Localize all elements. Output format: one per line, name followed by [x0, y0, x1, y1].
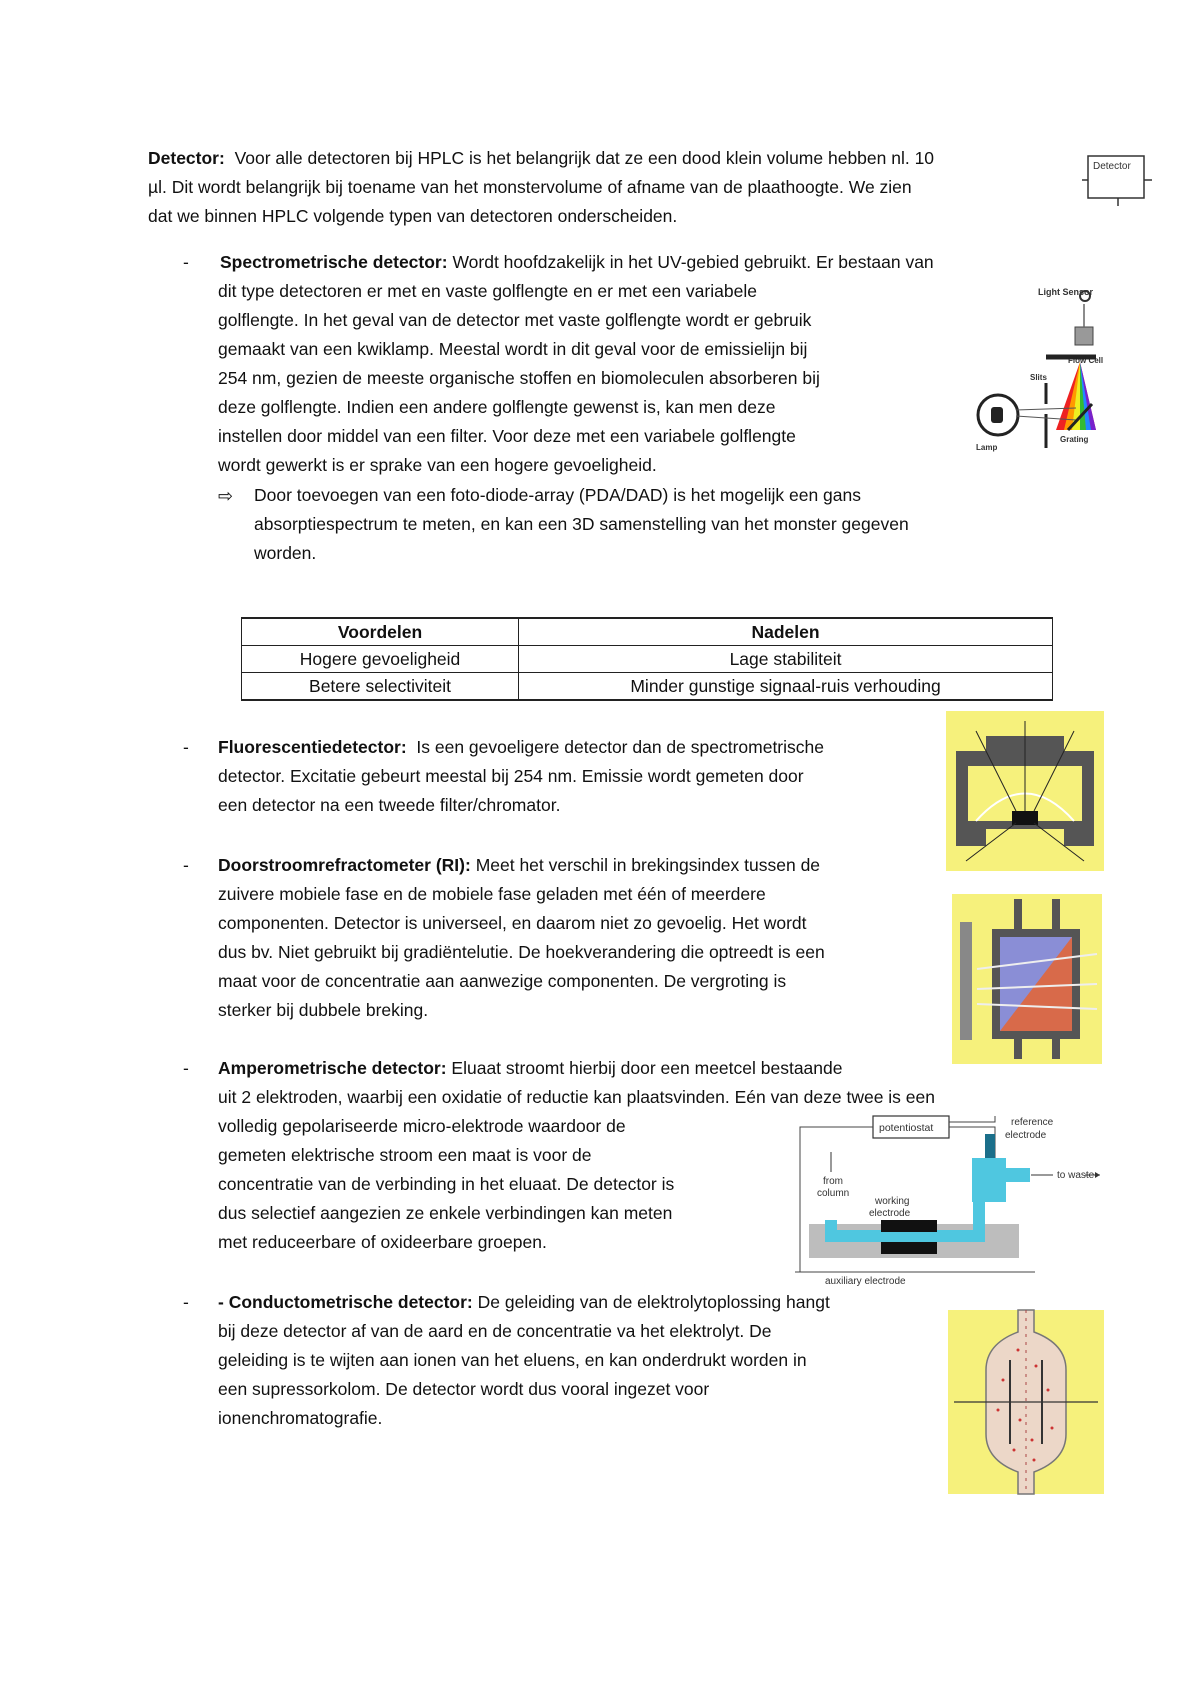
fig-slits-label: Slits	[1030, 373, 1047, 382]
intro-line-2: µl. Dit wordt belangrijk bij toename van het monstervolume of afname van de plaathoogte. We zien	[148, 177, 912, 197]
spectro-line-6: deze golflengte. Indien een andere golflengte gewenst is, kan men deze	[218, 397, 776, 417]
spectro-line-1	[220, 248, 934, 277]
fig-working-electrode-label: electrode	[869, 1208, 911, 1219]
bullet-dash: -	[183, 1058, 189, 1078]
conducto-line-2: bij deze detector af van de aard en de concentratie va het elektrolyt. De	[218, 1321, 772, 1341]
refractometer-figure	[952, 894, 1102, 1064]
ri-line-1	[218, 851, 820, 880]
fig-reference-label: reference	[1011, 1117, 1054, 1128]
ampero-line-1	[218, 1054, 843, 1083]
bullet-dash: -	[183, 855, 189, 875]
detector-heading: Detector:	[148, 148, 225, 168]
fluorescence-figure	[946, 711, 1104, 871]
bullet-dash: -	[183, 737, 189, 757]
spectrometer-figure	[968, 280, 1104, 458]
ri-heading: Doorstroomrefractometer (RI):	[218, 855, 471, 875]
ri-line-2: zuivere mobiele fase en de mobiele fase geladen met één of meerdere	[218, 884, 766, 904]
fig-grating-label: Grating	[1060, 435, 1089, 444]
spectro-arrow-line-3: worden.	[254, 543, 317, 563]
voordelen-nadelen-table	[241, 617, 1053, 701]
spectro-line-4: gemaakt van een kwiklamp. Meestal wordt in dit geval voor de emissielijn bij	[218, 339, 808, 359]
fig-to-waste-label: to waste	[1057, 1170, 1095, 1181]
table-cell: Hogere gevoeligheid	[242, 646, 519, 673]
fig-flow-cell-label: Flow Cell	[1068, 356, 1104, 365]
ampero-text-1: Eluaat stroomt hierbij door een meetcel bestaande	[451, 1058, 843, 1078]
spectro-text-1: Wordt hoofdzakelijk in het UV-gebied gebruikt. Er bestaan van	[452, 252, 934, 272]
ri-line-4: dus bv. Niet gebruikt bij gradiëntelutie. De hoekverandering die optreedt is een	[218, 942, 825, 962]
fluor-text-1: Is een gevoeligere detector dan de spectrometrische	[416, 737, 824, 757]
ampero-line-4: gemeten elektrische stroom een maat is voor de	[218, 1145, 592, 1165]
fig-lamp-label: Lamp	[976, 443, 998, 452]
fig-auxiliary-label: auxiliary electrode	[825, 1276, 906, 1287]
fig-from-label: from	[823, 1176, 843, 1187]
table-row	[242, 646, 1053, 673]
ampero-line-7: met reduceerbare of oxideerbare groepen.	[218, 1232, 547, 1252]
intro-text-1: Voor alle detectoren bij HPLC is het belangrijk dat ze een dood klein volume hebben nl. 10	[234, 148, 935, 168]
ri-line-6: sterker bij dubbele breking.	[218, 1000, 429, 1020]
intro-line-1	[148, 144, 934, 173]
fig-light-sensor-label: Light Sensor	[1038, 287, 1094, 297]
spectro-arrow-line-1: Door toevoegen van een foto-diode-array (PDA/DAD) is het mogelijk een gans	[254, 485, 861, 505]
conducto-heading: - Conductometrische detector:	[218, 1292, 473, 1312]
fig-electrode-label: electrode	[1005, 1130, 1047, 1141]
spectro-line-7: instellen door middel van een filter. Voor deze met een variabele golflengte	[218, 426, 796, 446]
spectro-heading: Spectrometrische detector:	[220, 252, 448, 272]
ampero-heading: Amperometrische detector:	[218, 1058, 447, 1078]
detector-box-label: Detector	[1093, 161, 1131, 172]
fig-working-label: working	[875, 1196, 910, 1207]
amperometric-figure	[795, 1112, 1105, 1287]
fluor-line-1	[218, 733, 824, 762]
ampero-line-6: dus selectief aangezien ze enkele verbindingen kan meten	[218, 1203, 673, 1223]
conducto-line-3: geleiding is te wijten aan ionen van het eluens, en kan onderdrukt worden in	[218, 1350, 807, 1370]
fluor-line-3: een detector na een tweede filter/chromator.	[218, 795, 561, 815]
spectro-arrow-line-2: absorptiespectrum te meten, en kan een 3D samenstelling van het monster gegeven	[254, 514, 909, 534]
table-cell: Minder gunstige signaal-ruis verhouding	[519, 673, 1053, 701]
ampero-line-3: volledig gepolariseerde micro-elektrode waardoor de	[218, 1116, 626, 1136]
ampero-line-5: concentratie van de verbinding in het eluaat. De detector is	[218, 1174, 675, 1194]
fig-column-label: column	[817, 1188, 850, 1199]
table-header-cell: Voordelen	[242, 618, 519, 646]
bullet-dash: -	[183, 1292, 189, 1312]
spectro-line-3: golflengte. In het geval van de detector met vaste golflengte wordt er gebruik	[218, 310, 812, 330]
table-row	[242, 673, 1053, 701]
conducto-line-4: een supressorkolom. De detector wordt dus vooral ingezet voor	[218, 1379, 710, 1399]
table-cell: Lage stabiliteit	[519, 646, 1053, 673]
ri-text-1: Meet het verschil in brekingsindex tussen de	[475, 855, 821, 875]
spectro-line-2: dit type detectoren er met en vaste golflengte en er met een variabele	[218, 281, 757, 301]
ri-line-3: componenten. Detector is universeel, en daarom niet zo gevoelig. Het wordt	[218, 913, 807, 933]
ampero-line-2: uit 2 elektroden, waarbij een oxidatie of reductie kan plaatsvinden. Eén van deze twee is een	[218, 1087, 935, 1107]
intro-line-3: dat we binnen HPLC volgende typen van detectoren onderscheiden.	[148, 206, 678, 226]
fig-potentiostat-label: potentiostat	[879, 1122, 934, 1134]
arrow-icon: ⇨	[218, 486, 234, 506]
ri-line-5: maat voor de concentratie aan aanwezige componenten. De vergroting is	[218, 971, 787, 991]
fluor-heading: Fluorescentiedetector:	[218, 737, 407, 757]
conducto-line-1	[218, 1288, 830, 1317]
conducto-text-1: De geleiding van de elektrolytoplossing hangt	[477, 1292, 830, 1312]
fluor-line-2: detector. Excitatie gebeurt meestal bij 254 nm. Emissie wordt gemeten door	[218, 766, 804, 786]
table-cell: Betere selectiviteit	[242, 673, 519, 701]
conducto-line-5: ionenchromatografie.	[218, 1408, 383, 1428]
table-header-cell: Nadelen	[519, 618, 1053, 646]
spectro-line-8: wordt gewerkt is er sprake van een hogere gevoeligheid.	[218, 455, 657, 475]
conductometric-figure	[948, 1310, 1104, 1494]
bullet-dash: -	[183, 252, 189, 272]
spectro-line-5: 254 nm, gezien de meeste organische stoffen en biomoleculen absorberen bij	[218, 368, 820, 388]
detector-box-figure	[1082, 152, 1152, 206]
table-header-row	[242, 618, 1053, 646]
